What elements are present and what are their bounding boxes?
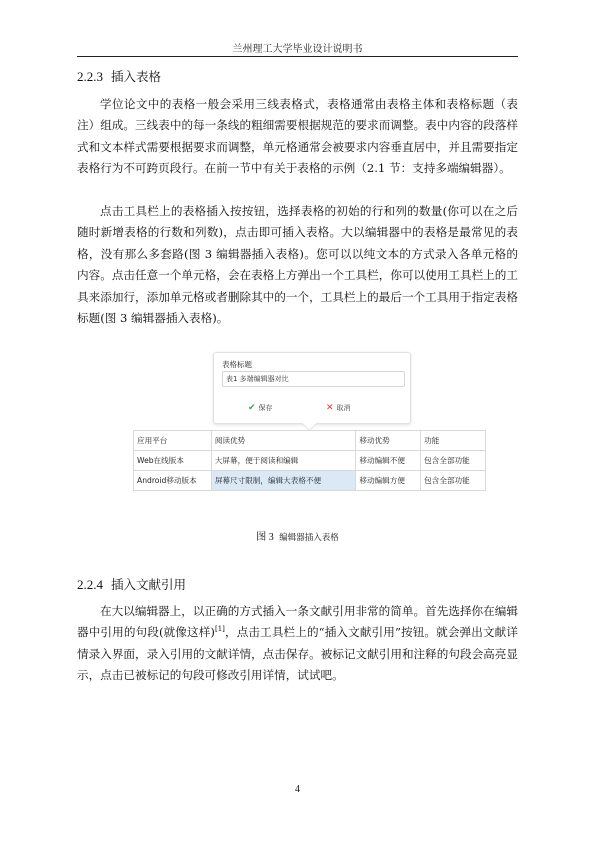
table-cell[interactable]: 大屏幕，便于阅读和编辑 <box>211 451 356 471</box>
table-title-popup <box>213 352 411 424</box>
citation-text-after: ，点击工具栏上的“插入文献引用”按钮。就会弹出文献详情录入界面，录入引用的文献详情，点击保存。被标记文献引用和注释的句段会高亮显示，点击已被标记的句段可修改引用详情，试试吧。 <box>77 625 518 683</box>
table-cell[interactable]: Android移动版本 <box>134 471 212 491</box>
table-cell[interactable]: 移动优势 <box>356 431 421 451</box>
citation-text-before: 在大以编辑器上，以正确的方式插入一条文献引用非常的简单。首先选择你在编辑器中引用的句段(就像这样) <box>77 604 518 640</box>
cancel-label: 取消 <box>336 404 351 412</box>
save-button[interactable] <box>248 403 273 413</box>
table-cell[interactable]: 移动编辑不便 <box>356 451 421 471</box>
section-heading-2-2-3 <box>77 67 161 85</box>
figure-editor-insert-table <box>133 352 486 497</box>
section-title: 插入表格 <box>111 69 162 84</box>
section-heading-2-2-4 <box>77 575 186 593</box>
table-cell[interactable]: 移动编辑方便 <box>356 471 421 491</box>
section-number: 2.2.3 <box>77 69 103 84</box>
table-cell[interactable]: 阅读优势 <box>211 431 356 451</box>
section-number: 2.2.4 <box>77 577 103 592</box>
figure-caption <box>0 528 595 543</box>
save-label: 保存 <box>258 404 273 412</box>
table-row <box>134 431 486 451</box>
page-number: 4 <box>295 784 300 795</box>
citation-marker[interactable]: [1] <box>214 625 225 634</box>
x-icon: ✕ <box>326 403 334 413</box>
paragraph-tables-insert: 点击工具栏上的表格插入按按钮，选择表格的初始的行和列的数量(你可以在之后随时新增表格的行数和列数)，点击即可插入表格。大以编辑器中的表格是最常见的表格，没有那么多套路(图 3 编辑器插入表格)。您可以以纯文本的方式录入各单元格的内容。点击任意一个单元格，会在表格上方弹出一个工具栏，你可以使用工具栏上的工具来添加行，添加单元格或者删除其中的一个，工具栏上的最后一个工具用于指定表格标题(图 3 编辑器插入表格)。 <box>77 204 518 326</box>
table-row <box>134 471 486 491</box>
editor-table <box>133 430 486 491</box>
selected-table-cell[interactable]: 屏幕尺寸限制，编辑大表格不便 <box>211 471 356 491</box>
paragraph-citations <box>77 601 518 687</box>
caption-label: 图 3 <box>256 532 274 543</box>
table-cell[interactable]: Web在线版本 <box>134 451 212 471</box>
caption-text: 编辑器插入表格 <box>279 533 339 543</box>
section-title: 插入文献引用 <box>111 577 187 592</box>
popup-caret <box>302 416 318 432</box>
table-cell[interactable]: 包含全部功能 <box>421 471 486 491</box>
cancel-button[interactable] <box>326 403 351 413</box>
table-cell[interactable]: 包含全部功能 <box>421 451 486 471</box>
check-icon: ✔ <box>248 403 256 413</box>
running-header: 兰州理工大学毕业设计说明书 <box>232 44 363 55</box>
table-cell[interactable]: 功能 <box>421 431 486 451</box>
popup-title: 表格标题 <box>222 360 252 369</box>
paragraph-tables-intro: 学位论文中的表格一般会采用三线表格式，表格通常由表格主体和表格标题（表注）组成。三线表中的每一条线的粗细需要根据规范的要求而调整。表中内容的段落样式和文本样式需要根据要求而调整，单元格通常会被要求内容垂直居中，并且需要指定表格行为不可跨页段行。在前一节中有关于表格的示例（2.1 节：支持多端编辑器）。 <box>77 97 518 176</box>
header-rule <box>77 56 518 57</box>
table-cell[interactable]: 应用平台 <box>134 431 212 451</box>
table-row <box>134 451 486 471</box>
table-title-input[interactable]: 表1 多端编辑器对比 <box>222 371 405 387</box>
